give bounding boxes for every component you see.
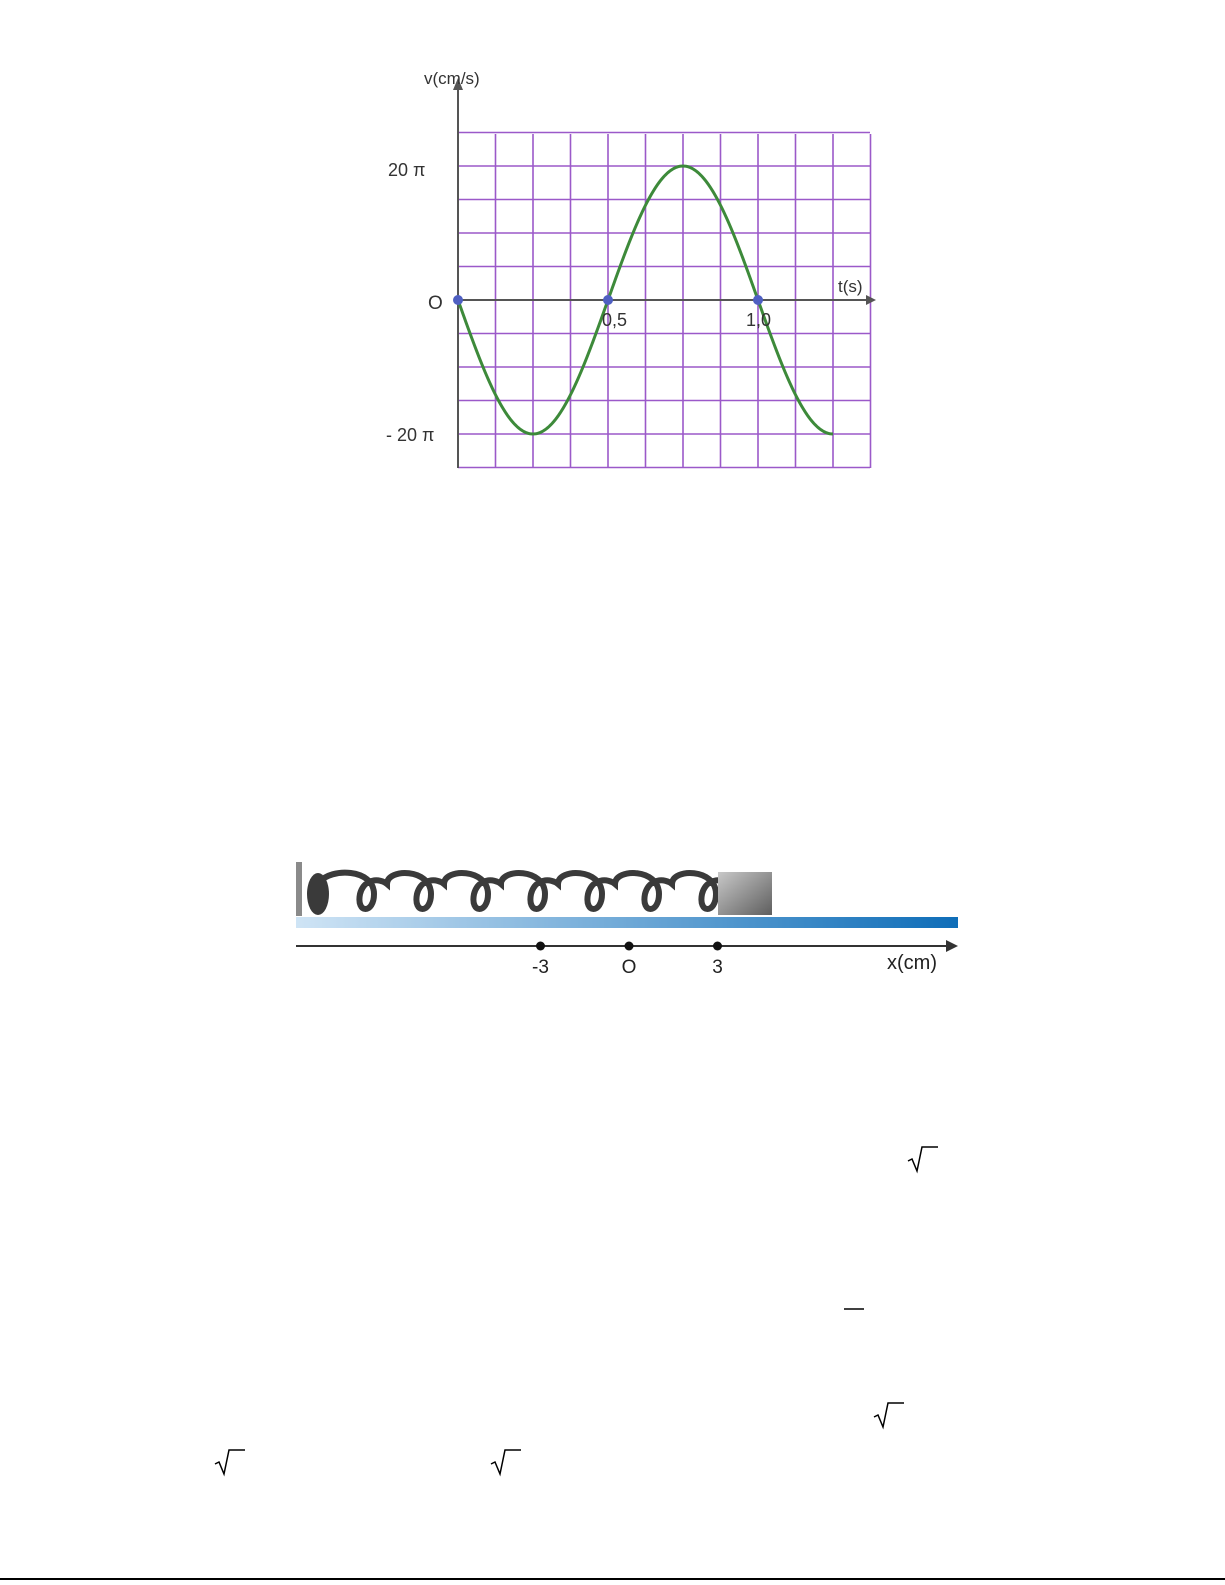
- x-axis-label: t(s): [838, 277, 863, 296]
- zero-crossing-point: [753, 295, 763, 305]
- x-tick-label-0-5: 0,5: [602, 310, 628, 330]
- y-axis-label: v(cm/s): [424, 69, 480, 88]
- x-tick-label-1-0: 1,0: [746, 310, 772, 330]
- sqrt-symbol: [906, 1144, 940, 1174]
- axis-tick-dot: [536, 942, 545, 951]
- page-bottom-rule: [0, 1578, 1225, 1580]
- y-tick-label-bottom: - 20 π: [386, 425, 435, 445]
- y-tick-label-top: 20 π: [388, 160, 426, 180]
- zero-crossing-point: [453, 295, 463, 305]
- spring-coil: [320, 873, 729, 909]
- x-axis-label: x(cm): [887, 952, 937, 974]
- rail: [296, 917, 958, 928]
- axis-tick-label: O: [621, 957, 637, 978]
- x-axis-arrow: [946, 940, 958, 952]
- wall: [296, 862, 302, 916]
- spring-mass-figure: [290, 850, 970, 985]
- axis-tick-dot: [625, 942, 634, 951]
- axis-tick-label: 3: [712, 957, 723, 978]
- fraction-bar: [843, 1306, 865, 1312]
- sqrt-symbol: [213, 1447, 247, 1477]
- axis-tick-label: -3: [532, 957, 549, 978]
- zero-crossing-point: [603, 295, 613, 305]
- origin-label: O: [428, 293, 443, 314]
- chart-axes: [453, 78, 876, 468]
- axis-tick-dot: [713, 942, 722, 951]
- velocity-time-chart: [380, 60, 900, 490]
- sqrt-symbol: [489, 1447, 523, 1477]
- mass-block: [718, 872, 772, 915]
- sqrt-symbol: [872, 1400, 906, 1430]
